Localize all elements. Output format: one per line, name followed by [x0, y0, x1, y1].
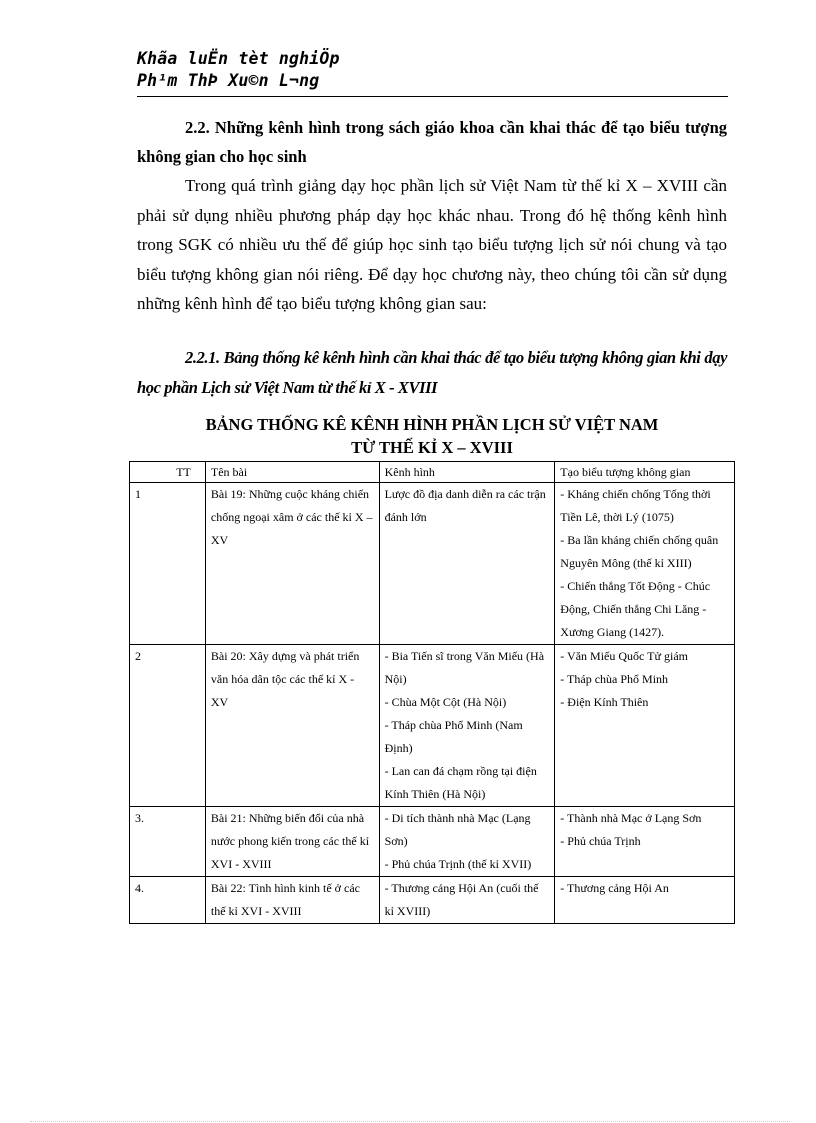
table-header-row	[130, 462, 735, 483]
channel-item: - Bia Tiến sĩ trong Văn Miếu (Hà Nội)	[384, 649, 545, 686]
cell-tt: 1	[130, 483, 206, 645]
space-item: - Thành nhà Mạc ở Lạng Sơn	[560, 811, 702, 825]
channel-item: - Di tích thành nhà Mạc (Lạng Sơn)	[384, 811, 531, 848]
channel-item: - Chùa Một Cột (Hà Nội)	[384, 695, 507, 709]
space-item: - Ba lần kháng chiến chống quân Nguyên Mông (thế kỉ XIII)	[560, 533, 719, 570]
table-row	[130, 807, 735, 877]
cell-channel	[379, 877, 555, 924]
table-row	[130, 483, 735, 645]
cell-channel	[379, 645, 555, 807]
intro-paragraph: Trong quá trình giảng dạy học phần lịch sử Việt Nam từ thế kỉ X – XVIII cần phải sử dụng nhiều phương pháp dạy học khác nhau. Trong đó hệ thống kênh hình trong SGK có nhiều ưu thế để giúp học sinh tạo biểu tượng lịch sử nói chung và tạo biểu tượng không gian nói riêng. Để dạy học chương này, theo chúng tôi cần sử dụng những kênh hình để tạo biểu tượng không gian sau:	[137, 176, 727, 313]
cell-lesson: Bài 19: Những cuộc kháng chiến chống ngoại xâm ở các thế kỉ X – XV	[205, 483, 379, 645]
space-item: - Điện Kính Thiên	[560, 695, 649, 709]
column-header-space: Tạo biểu tượng không gian	[555, 462, 735, 483]
cell-channel	[379, 483, 555, 645]
table-row	[130, 645, 735, 807]
column-header-lesson: Tên bài	[205, 462, 379, 483]
space-item: - Phủ chúa Trịnh	[560, 834, 641, 848]
table-title-line-1: BẢNG THỐNG KÊ KÊNH HÌNH PHẦN LỊCH SỬ VIỆT NAM	[205, 415, 659, 434]
cell-tt: 3.	[130, 807, 206, 877]
cell-channel	[379, 807, 555, 877]
channel-item: - Lan can đá chạm rồng tại điện Kính Thiên (Hà Nội)	[384, 764, 537, 801]
cell-lesson: Bài 21: Những biến đổi của nhà nước phong kiến trong các thế kỉ XVI - XVIII	[205, 807, 379, 877]
cell-space	[555, 645, 735, 807]
page-bottom-border	[30, 1121, 790, 1122]
column-header-tt: TT	[130, 462, 206, 483]
section-heading: 2.2. Những kênh hình trong sách giáo khoa cần khai thác để tạo biểu tượng không gian cho học sinh	[137, 118, 727, 166]
space-item: - Văn Miếu Quốc Tử giám	[560, 649, 688, 663]
channel-item: Lược đồ địa danh diễn ra các trận đánh lớn	[384, 487, 546, 524]
table-title-line-2: TỪ THẾ KỈ X – XVIII	[351, 438, 513, 457]
space-item: - Tháp chùa Phổ Minh	[560, 672, 669, 686]
column-header-channel: Kênh hình	[379, 462, 555, 483]
cell-lesson: Bài 20: Xây dựng và phát triển văn hóa dân tộc các thế kỉ X - XV	[205, 645, 379, 807]
table-row	[130, 877, 735, 924]
space-item: - Kháng chiến chống Tống thời Tiền Lê, thời Lý (1075)	[560, 487, 711, 524]
cell-tt: 2	[130, 645, 206, 807]
space-item: - Thương cảng Hội An	[560, 881, 669, 895]
cell-lesson: Bài 22: Tình hình kinh tế ở các thế kỉ XVI - XVIII	[205, 877, 379, 924]
cell-space	[555, 807, 735, 877]
header-author-name: Ph¹m ThÞ Xu©n L¬ng	[137, 71, 320, 90]
space-item: - Chiến thắng Tốt Động - Chúc Động, Chiến thắng Chi Lăng - Xương Giang (1427).	[560, 579, 711, 639]
table-title	[137, 413, 727, 459]
header-thesis-title: Khãa luËn tèt nghiÖp	[137, 49, 340, 68]
cell-space	[555, 483, 735, 645]
header-divider	[137, 96, 728, 97]
subsection-heading: 2.2.1. Bảng thống kê kênh hình cần khai thác để tạo biểu tượng không gian khi dạy học phần Lịch sử Việt Nam từ thế kỉ X - XVIII	[137, 348, 727, 397]
channel-item: - Thương cảng Hội An (cuối thế kỉ XVIII)	[384, 881, 539, 918]
running-header	[137, 48, 727, 92]
channel-item: - Phủ chúa Trịnh (thế kỉ XVII)	[384, 857, 532, 871]
statistics-table	[129, 461, 735, 924]
channel-item: - Tháp chùa Phổ Minh (Nam Định)	[384, 718, 523, 755]
cell-space	[555, 877, 735, 924]
cell-tt: 4.	[130, 877, 206, 924]
